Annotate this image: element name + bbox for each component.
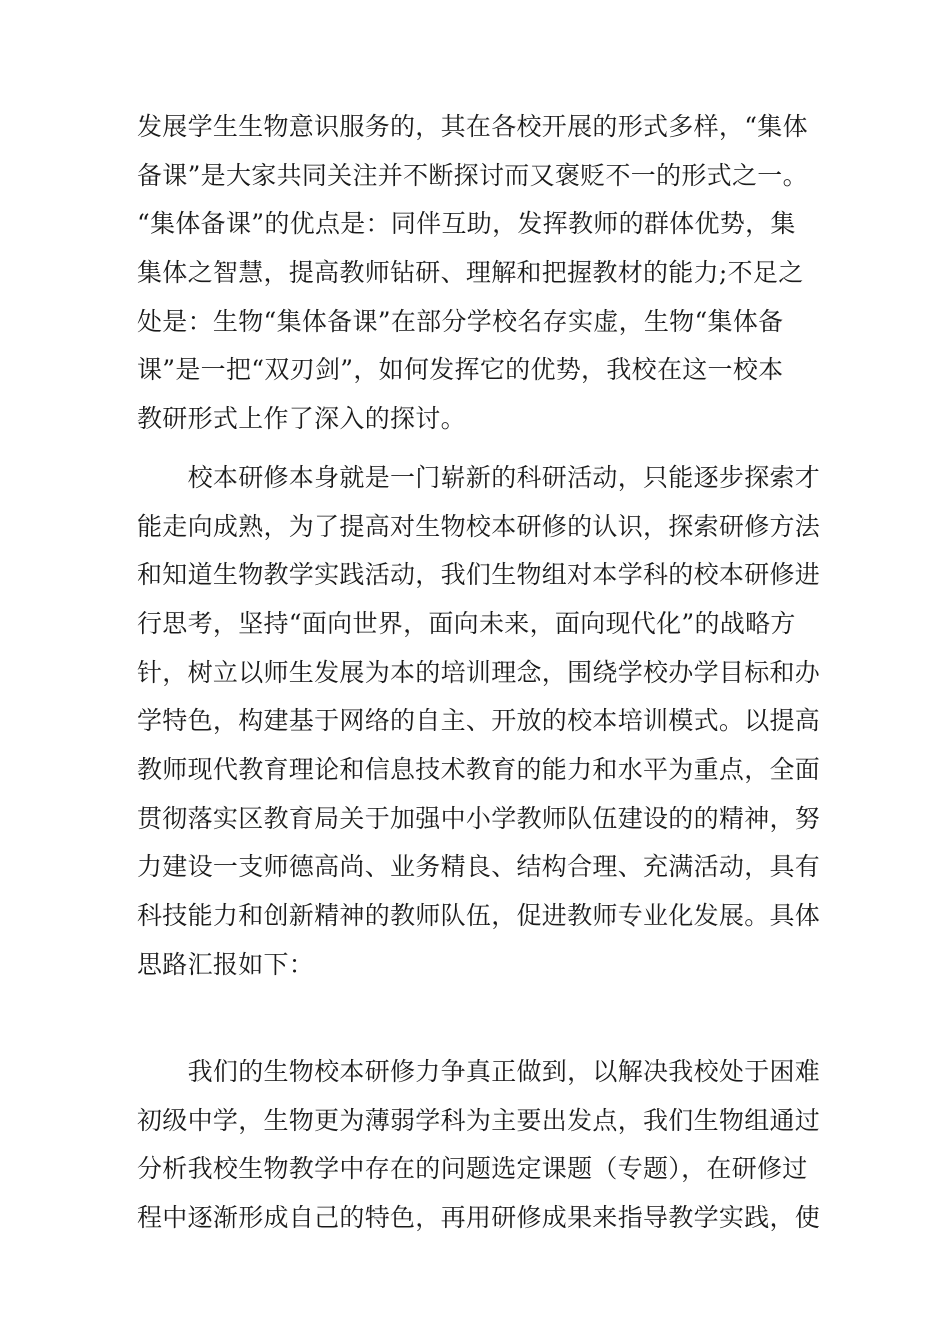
text-line: 思路汇报如下： <box>137 949 315 979</box>
text-line: 我们的生物校本研修力争真正做到，以解决我校处于困难 <box>137 1057 821 1087</box>
text-line: 针，树立以师生发展为本的培训理念，围绕学校办学目标和办 <box>137 657 821 687</box>
text-line: 备课”是大家共同关注并不断探讨而又褒贬不一的形式之一。 <box>137 160 808 190</box>
paragraph-1 <box>137 103 837 444</box>
paragraph-spacer <box>137 444 837 454</box>
text-line: “集体备课”的优点是：同伴互助，发挥教师的群体优势，集 <box>137 209 796 239</box>
paragraph-3 <box>137 1048 837 1243</box>
text-line: 和知道生物教学实践活动，我们生物组对本学科的校本研修进 <box>137 560 821 590</box>
text-line: 教研形式上作了深入的探讨。 <box>137 404 466 434</box>
text-line: 处是：生物“集体备课”在部分学校名存实虚，生物“集体备 <box>137 306 784 336</box>
text-line: 集体之智慧，提高教师钻研、理解和把握教材的能力;不足之 <box>137 258 804 288</box>
text-line: 科技能力和创新精神的教师队伍，促进教师专业化发展。具体 <box>137 901 821 930</box>
text-line: 教师现代教育理论和信息技术教育的能力和水平为重点，全面 <box>137 754 821 784</box>
text-line: 分析我校生物教学中存在的问题选定课题（专题），在研修过 <box>137 1154 808 1184</box>
text-line: 初级中学，生物更为薄弱学科为主要出发点，我们生物组通过 <box>137 1105 821 1135</box>
text-line: 发展学生生物意识服务的，其在各校开展的形式多样，“集体 <box>137 112 808 141</box>
text-line: 校本研修本身就是一门崭新的科研活动，只能逐步探索才 <box>137 462 821 492</box>
text-line: 能走向成熟，为了提高对生物校本研修的认识，探索研修方法 <box>137 511 821 541</box>
text-line: 学特色，构建基于网络的自主、开放的校本培训模式。以提高 <box>137 706 821 736</box>
text-line: 行思考，坚持“面向世界，面向未来，面向现代化”的战略方 <box>137 608 796 638</box>
text-line: 力建设一支师德高尚、业务精良、结构合理、充满活动，具有 <box>137 852 821 882</box>
text-line: 程中逐渐形成自己的特色，再用研修成果来指导教学实践，使 <box>137 1203 821 1233</box>
paragraph-2 <box>137 454 837 1038</box>
text-line: 贯彻落实区教育局关于加强中小学教师队伍建设的的精神，努 <box>137 803 821 833</box>
document-body <box>137 103 837 1243</box>
text-line <box>137 989 837 1038</box>
paragraph-spacer <box>137 1038 837 1048</box>
text-line: 课”是一把“双刃剑”，如何发挥它的优势，我校在这一校本 <box>137 355 784 385</box>
